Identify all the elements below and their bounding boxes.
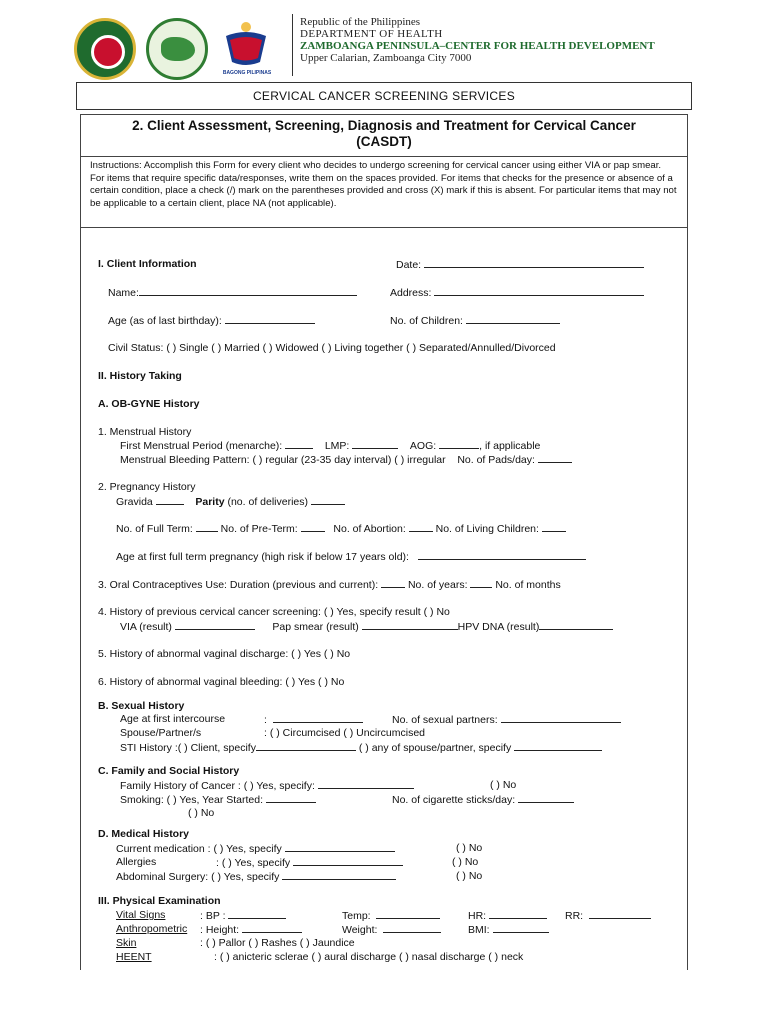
current-medication-row[interactable] xyxy=(116,842,395,856)
name-label: Name: xyxy=(108,287,139,299)
sexual-history-heading: B. Sexual History xyxy=(98,700,185,712)
age-first-pregnancy-label: Age at first full term pregnancy (high risk if below 17 years old): xyxy=(116,551,409,563)
oral-contraceptives-label: 3. Oral Contraceptives Use: Duration (previous and current): xyxy=(98,579,379,591)
service-title: CERVICAL CANCER SCREENING SERVICES xyxy=(76,82,692,110)
bmi-blank[interactable] xyxy=(493,923,549,933)
form-title xyxy=(80,118,688,150)
living-children-label: No. of Living Children: xyxy=(435,523,539,535)
cigarette-sticks-label: No. of cigarette sticks/day: xyxy=(392,794,516,806)
age-intercourse-label: Age at first intercourse xyxy=(120,713,226,725)
doh-seal-logo xyxy=(74,18,136,80)
date-label: Date: xyxy=(396,259,422,271)
address-blank[interactable] xyxy=(434,286,644,296)
cigarette-sticks-blank[interactable] xyxy=(518,793,574,803)
medical-history-heading: D. Medical History xyxy=(98,828,190,840)
heent-label: HEENT xyxy=(116,951,152,963)
current-medication-no[interactable]: ( ) No xyxy=(456,842,483,854)
age-intercourse-field[interactable] xyxy=(264,713,363,727)
allergies-no[interactable]: ( ) No xyxy=(452,856,479,868)
first-period-blank[interactable] xyxy=(285,439,313,449)
bleeding-pattern-row[interactable] xyxy=(120,453,572,467)
physical-exam-heading: III. Physical Examination xyxy=(98,895,221,907)
hpv-blank[interactable] xyxy=(539,620,613,630)
term-counts-row[interactable] xyxy=(116,522,566,536)
surgery-label: Abdominal Surgery: ( ) Yes, specify xyxy=(116,871,280,883)
weight-blank[interactable] xyxy=(383,923,441,933)
vaginal-discharge-options[interactable]: 5. History of abnormal vaginal discharge: ( ) Yes ( ) No xyxy=(98,648,351,660)
form-title-line1: 2. Client Assessment, Screening, Diagnosis and Treatment for Cervical Cancer xyxy=(132,118,636,133)
bp-label: : BP : xyxy=(200,910,226,922)
chd-seal-logo xyxy=(146,18,208,80)
gravida-blank[interactable] xyxy=(156,495,184,505)
years-label: No. of years: xyxy=(407,579,468,591)
bp-field[interactable] xyxy=(200,909,286,923)
weight-label: Weight: xyxy=(342,924,378,936)
bagong-pilipinas-caption: BAGONG PILIPINAS xyxy=(222,70,272,76)
skin-options[interactable]: : ( ) Pallor ( ) Rashes ( ) Jaundice xyxy=(200,937,355,949)
menstrual-heading: 1. Menstrual History xyxy=(98,426,192,438)
date-field[interactable] xyxy=(396,258,644,272)
weight-field[interactable] xyxy=(342,923,441,937)
skin-label: Skin xyxy=(116,937,137,949)
name-field[interactable] xyxy=(108,286,357,300)
lmp-label: LMP: xyxy=(324,440,350,452)
temp-field[interactable] xyxy=(342,909,440,923)
years-blank[interactable] xyxy=(470,578,492,588)
pads-blank[interactable] xyxy=(538,453,572,463)
living-children-blank[interactable] xyxy=(542,522,566,532)
cigarette-sticks-field[interactable] xyxy=(392,793,574,807)
pre-term-label: No. of Pre-Term: xyxy=(220,523,298,535)
surgery-blank[interactable] xyxy=(282,870,396,880)
rr-field[interactable] xyxy=(565,909,651,923)
bp-blank[interactable] xyxy=(228,909,286,919)
oral-duration-blank[interactable] xyxy=(381,578,405,588)
vaginal-bleeding-options[interactable]: 6. History of abnormal vaginal bleeding: ( ) Yes ( ) No xyxy=(98,676,345,688)
age-label: Age (as of last birthday): xyxy=(108,315,222,327)
bagong-pilipinas-logo xyxy=(220,18,272,70)
rr-label: RR: xyxy=(565,910,584,922)
sti-partner-blank[interactable] xyxy=(514,741,602,751)
height-field[interactable] xyxy=(200,923,302,937)
age-field[interactable] xyxy=(108,314,315,328)
aog-blank[interactable] xyxy=(439,439,479,449)
age-intercourse-blank[interactable] xyxy=(273,713,363,723)
full-term-blank[interactable] xyxy=(196,522,218,532)
gravida-label: Gravida xyxy=(116,496,153,508)
spouse-circumcision-options[interactable]: : ( ) Circumcised ( ) Uncircumcised xyxy=(264,727,426,739)
current-medication-label: Current medication : ( ) Yes, specify xyxy=(116,843,282,855)
instructions: Instructions: Accomplish this Form for every client who decides to undergo screening for cervical cancer using either VIA or pap smear. For items that require specific data/responses, write them on the spaces provided. For items that checks for the presence or absence of a certain condition, place a check (/) mark on the parentheses provided and cross (X) mark if this is absent. For particular items that may not be applicable to a certain client, place NA (not applicable). xyxy=(80,156,688,228)
previous-screening-options[interactable]: 4. History of previous cervical cancer screening: ( ) Yes, specify result ( ) No xyxy=(98,606,450,618)
family-cancer-label: Family History of Cancer : ( ) Yes, specify: xyxy=(120,780,315,792)
pads-label: No. of Pads/day: xyxy=(457,454,535,466)
partners-field[interactable] xyxy=(392,713,621,727)
abortion-blank[interactable] xyxy=(409,522,433,532)
smoking-no[interactable]: ( ) No xyxy=(188,807,215,819)
family-cancer-blank[interactable] xyxy=(318,779,414,789)
first-period-label: First Menstrual Period (menarche): xyxy=(120,440,283,452)
letterhead-divider xyxy=(292,14,293,76)
smoking-label: Smoking: ( ) Yes, Year Started: xyxy=(120,794,264,806)
first-period-row[interactable] xyxy=(120,439,540,453)
partners-blank[interactable] xyxy=(501,713,621,723)
surgery-no[interactable]: ( ) No xyxy=(456,870,483,882)
letterhead-center: ZAMBOANGA PENINSULA–CENTER FOR HEALTH DEVELOPMENT xyxy=(300,40,655,52)
height-label: : Height: xyxy=(200,924,240,936)
pregnancy-heading: 2. Pregnancy History xyxy=(98,481,196,493)
hpv-label: HPV DNA (result) xyxy=(457,621,540,633)
screening-results-row[interactable] xyxy=(120,620,613,634)
abortion-label: No. of Abortion: xyxy=(333,523,406,535)
aog-label: AOG: xyxy=(409,440,437,452)
date-blank[interactable] xyxy=(424,258,644,268)
allergies-label: Allergies xyxy=(116,856,157,868)
heent-options[interactable]: : ( ) anicteric sclerae ( ) aural discharge ( ) nasal discharge ( ) neck xyxy=(214,951,524,963)
pap-label: Pap smear (result) xyxy=(272,621,359,633)
bleeding-pattern-options[interactable]: Menstrual Bleeding Pattern: ( ) regular (23-35 day interval) ( ) irregular xyxy=(120,454,446,466)
age-first-pregnancy-blank[interactable] xyxy=(418,550,586,560)
anthropometric-label: Anthropometric xyxy=(116,923,188,935)
via-blank[interactable] xyxy=(175,620,255,630)
via-label: VIA (result) xyxy=(120,621,172,633)
allergies-blank[interactable] xyxy=(293,856,403,866)
family-cancer-row[interactable] xyxy=(120,779,414,793)
bmi-label: BMI: xyxy=(468,924,490,936)
height-blank[interactable] xyxy=(242,923,302,933)
lmp-blank[interactable] xyxy=(352,439,398,449)
allergies-row[interactable] xyxy=(216,856,403,870)
letterhead-republic: Republic of the Philippines xyxy=(300,16,421,28)
oral-contraceptives-row[interactable] xyxy=(98,578,561,592)
children-field[interactable] xyxy=(390,314,560,328)
address-label: Address: xyxy=(390,287,432,299)
parity-blank[interactable] xyxy=(311,495,345,505)
hr-field[interactable] xyxy=(468,909,547,923)
form-title-line2: (CASDT) xyxy=(356,134,412,149)
history-heading: II. History Taking xyxy=(98,370,182,382)
partners-label: No. of sexual partners: xyxy=(392,714,498,726)
age-intercourse-colon: : xyxy=(264,714,267,726)
children-label: No. of Children: xyxy=(390,315,463,327)
rr-blank[interactable] xyxy=(589,909,651,919)
hr-blank[interactable] xyxy=(489,909,547,919)
smoking-year-blank[interactable] xyxy=(266,793,316,803)
sti-client-blank[interactable] xyxy=(256,741,356,751)
age-blank[interactable] xyxy=(225,314,315,324)
children-blank[interactable] xyxy=(466,314,560,324)
gravida-parity-row[interactable] xyxy=(116,495,345,509)
surgery-row[interactable] xyxy=(116,870,396,884)
full-term-label: No. of Full Term: xyxy=(116,523,193,535)
temp-label: Temp: xyxy=(342,910,371,922)
vital-signs-label: Vital Signs xyxy=(116,909,166,921)
hr-label: HR: xyxy=(468,910,487,922)
pap-blank[interactable] xyxy=(362,620,458,630)
parity-label: Parity xyxy=(195,496,225,508)
sti-client-label: STI History :( ) Client, specify xyxy=(120,742,256,754)
letterhead-address: Upper Calarian, Zamboanga City 7000 xyxy=(300,52,472,64)
civil-status-options[interactable]: Civil Status: ( ) Single ( ) Married ( ) Widowed ( ) Living together ( ) Separated/Annulled/Divorced xyxy=(108,342,556,354)
letterhead-department: DEPARTMENT OF HEALTH xyxy=(300,28,443,40)
pre-term-blank[interactable] xyxy=(301,522,325,532)
age-first-pregnancy-row[interactable] xyxy=(116,550,586,564)
allergies-option[interactable]: : ( ) Yes, specify xyxy=(216,857,291,869)
spouse-label: Spouse/Partner/s xyxy=(120,727,202,739)
family-cancer-no[interactable]: ( ) No xyxy=(490,779,517,791)
months-label: No. of months xyxy=(495,579,561,591)
sti-history-row[interactable] xyxy=(120,741,602,755)
aog-note: , if applicable xyxy=(479,440,541,452)
smoking-row[interactable] xyxy=(120,793,316,807)
temp-blank[interactable] xyxy=(376,909,440,919)
bmi-field[interactable] xyxy=(468,923,549,937)
sti-partner-label: ( ) any of spouse/partner, specify xyxy=(358,742,512,754)
parity-note: (no. of deliveries) xyxy=(227,496,309,508)
obgyne-heading: A. OB-GYNE History xyxy=(98,398,200,410)
address-field[interactable] xyxy=(390,286,644,300)
name-blank[interactable] xyxy=(139,286,357,296)
client-info-heading: I. Client Information xyxy=(98,258,197,270)
current-medication-blank[interactable] xyxy=(285,842,395,852)
family-history-heading: C. Family and Social History xyxy=(98,765,240,777)
